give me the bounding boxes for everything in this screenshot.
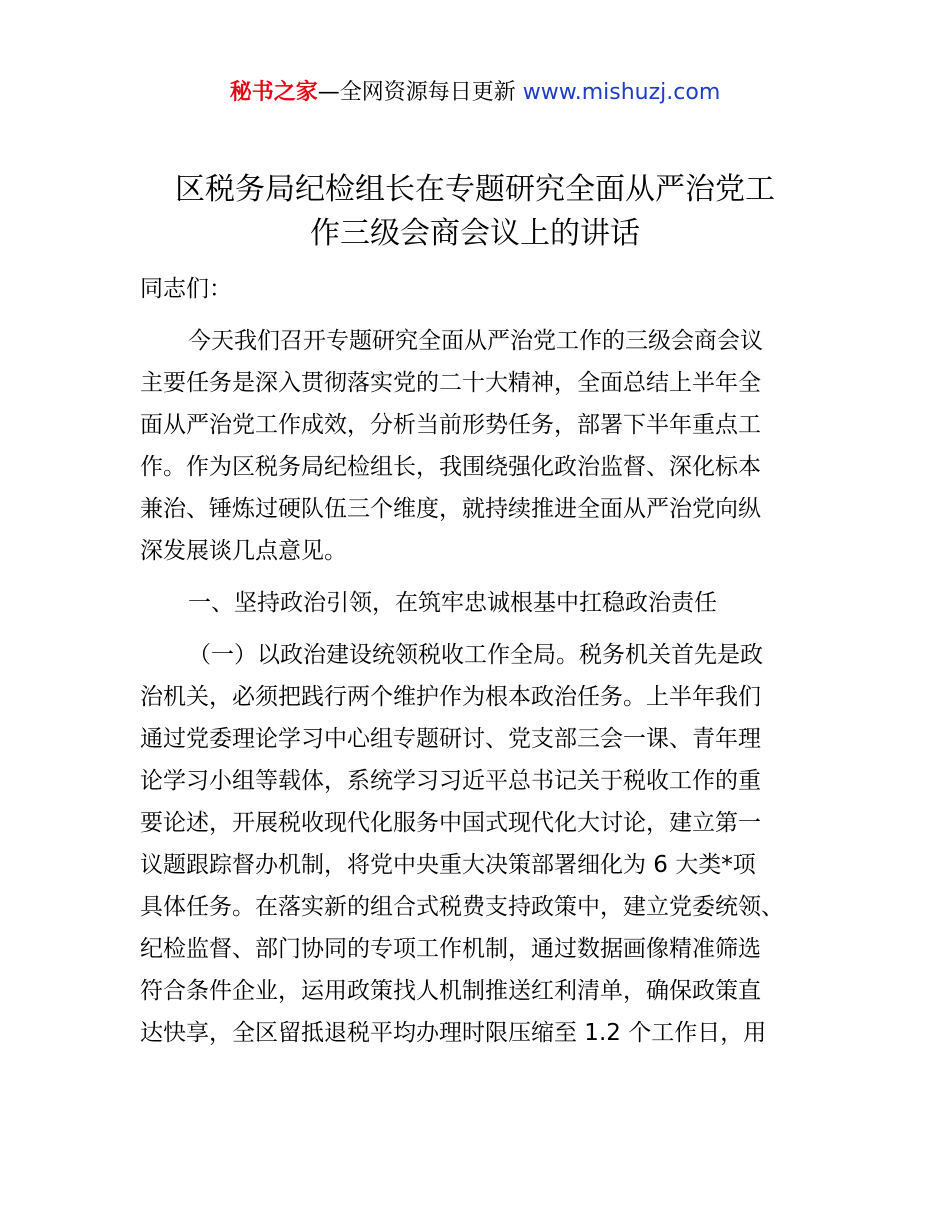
site-url[interactable]: www.mishuzj.com	[522, 80, 721, 105]
paragraph-line: 议题跟踪督办机制，将党中央重大决策部署细化为 6 大类*项	[140, 852, 756, 878]
paragraph-line: 具体任务。在落实新的组合式税费支持政策中，建立党委统领、	[140, 894, 784, 920]
paragraph-line: 今天我们召开专题研究全面从严治党工作的三级会商会议	[188, 328, 763, 354]
paragraph-line: 主要任务是深入贯彻落实党的二十大精神，全面总结上半年全	[140, 370, 761, 396]
paragraph-line: 论学习小组等载体，系统学习习近平总书记关于税收工作的重	[140, 768, 761, 794]
site-tagline: —全网资源每日更新	[317, 80, 523, 105]
paragraph-line: 深发展谈几点意见。	[140, 538, 347, 564]
paragraph-line: （一）以政治建设统领税收工作全局。税务机关首先是政	[188, 642, 763, 668]
site-header	[0, 76, 950, 110]
paragraph-line: 治机关，必须把践行两个维护作为根本政治任务。上半年我们	[140, 684, 761, 710]
document-body	[140, 268, 825, 1054]
document-title	[100, 168, 850, 256]
paragraph-line: 符合条件企业，运用政策找人机制推送红利清单，确保政策直	[140, 978, 761, 1004]
section-heading: 一、坚持政治引领，在筑牢忠诚根基中扛稳政治责任	[188, 590, 717, 616]
paragraph-section1	[140, 634, 825, 1054]
paragraph-line: 作。作为区税务局纪检组长，我围绕强化政治监督、深化标本	[140, 454, 761, 480]
title-line-1: 区税务局纪检组长在专题研究全面从严治党工	[175, 172, 775, 207]
title-line-2: 作三级会商会议上的讲话	[310, 216, 640, 251]
paragraph-line: 达快享，全区留抵退税平均办理时限压缩至 1.2 个工作日，用	[140, 1020, 767, 1046]
paragraph-line: 面从严治党工作成效，分析当前形势任务，部署下半年重点工	[140, 412, 761, 438]
paragraph-line: 纪检监督、部门协同的专项工作机制，通过数据画像精准筛选	[140, 936, 761, 962]
greeting: 同志们：	[140, 276, 232, 302]
paragraph-line: 要论述，开展税收现代化服务中国式现代化大讨论，建立第一	[140, 810, 761, 836]
paragraph-line: 兼治、锤炼过硬队伍三个维度，就持续推进全面从严治党向纵	[140, 496, 761, 522]
paragraph-intro	[140, 320, 825, 572]
paragraph-line: 通过党委理论学习中心组专题研讨、党支部三会一课、青年理	[140, 726, 761, 752]
site-brand: 秘书之家	[229, 80, 318, 105]
